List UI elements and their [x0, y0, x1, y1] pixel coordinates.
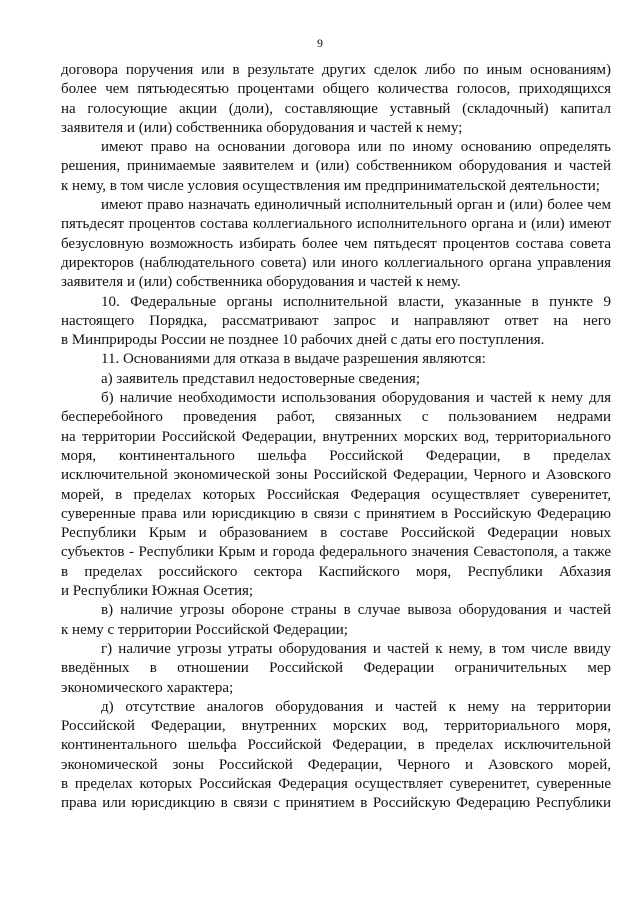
text-line: субъектов - Республики Крым и города федерального значения Севастополя, а также	[61, 544, 611, 561]
text-line: Республики Крым и образованием в составе Российской Федерации новых	[61, 525, 611, 542]
text-line: к нему, в том числе условия осуществления им предпринимательской деятельности;	[61, 177, 600, 194]
text-line: настоящего Порядка, рассматривают запрос и направляют ответ на него	[61, 312, 611, 329]
text-line: д) отсутствие аналогов оборудования и частей к нему на территории	[101, 698, 611, 715]
text-line: договора поручения или в результате других сделок либо по иным основаниям)	[61, 62, 611, 78]
text-line: г) наличие угрозы утраты оборудования и частей к нему, в том числе ввиду	[101, 640, 611, 657]
text-line: права или юрисдикцию в связи с принятием в Российскую Федерацию Республики	[61, 795, 611, 812]
text-line: исключительной экономической зоны Российской Федерации, Черного и Азовского	[61, 467, 611, 484]
page-number: 9	[317, 36, 323, 50]
text-line: пятьдесят процентов состава коллегиального исполнительного органа и (или) имеют	[61, 216, 611, 233]
text-line: в) наличие угрозы обороне страны в случае вывоза оборудования и частей	[101, 602, 611, 619]
document-body	[61, 61, 611, 814]
text-line: а) заявитель представил недостоверные сведения;	[101, 370, 420, 387]
text-line: введённых в отношении Российской Федерации ограничительных мер	[61, 660, 611, 677]
text-line: директоров (наблюдательного совета) или иного коллегиального органа управления	[61, 254, 611, 271]
text-line: на голосующие акции (доли), составляющие уставный (складочный) капитал	[61, 100, 611, 117]
text-line: бесперебойного проведения работ, связанных с пользованием недрами	[61, 409, 611, 426]
text-line: суверенные права или юрисдикцию в связи с принятием в Российскую Федерацию	[61, 505, 611, 522]
text-line: континентального шельфа Российской Федерации, в пределах исключительной	[61, 737, 611, 754]
text-line: имеют право на основании договора или по иному основанию определять	[101, 139, 611, 156]
text-line: моря, континентального шельфа Российской Федерации, в пределах	[61, 447, 611, 464]
text-line: в пределах российского сектора Каспийского моря, Республики Абхазия	[61, 563, 611, 580]
text-line: более чем пятьюдесятью процентами общего количества голосов, приходящихся	[61, 81, 611, 98]
text-line: заявителя и (или) собственника оборудования и частей к нему;	[61, 119, 463, 136]
text-line: имеют право назначать единоличный исполнительный орган и (или) более чем	[101, 197, 611, 214]
text-line: в пределах которых Российская Федерация осуществляет суверенитет, суверенные	[61, 775, 611, 792]
text-line: морей, в пределах которых Российская Федерация осуществляет суверенитет,	[61, 486, 611, 503]
text-line: и Республики Южная Осетия;	[61, 583, 254, 600]
text-line: на территории Российской Федерации, внутренних морских вод, территориального	[61, 428, 611, 445]
text-line: Российской Федерации, внутренних морских вод, территориального моря,	[61, 718, 611, 735]
text-line: заявителя и (или) собственника оборудования и частей к нему.	[61, 274, 461, 291]
text-line: 11. Основаниями для отказа в выдаче разрешения являются:	[101, 351, 486, 368]
text-line: 10. Федеральные органы исполнительной власти, указанные в пункте 9	[101, 293, 611, 310]
text-line: к нему с территории Российской Федерации;	[61, 621, 348, 638]
text-line: решения, принимаемые заявителем и (или) собственником оборудования и частей	[61, 158, 611, 175]
text-line: экономического характера;	[61, 679, 234, 696]
text-line: б) наличие необходимости использования оборудования и частей к нему для	[101, 390, 611, 407]
text-line: безусловную возможность избирать более чем пятьдесят процентов состава совета	[61, 235, 611, 252]
text-line: экономической зоны Российской Федерации, Черного и Азовского морей,	[61, 756, 611, 773]
text-line: в Минприроды России не позднее 10 рабочих дней с даты его поступления.	[61, 332, 545, 349]
